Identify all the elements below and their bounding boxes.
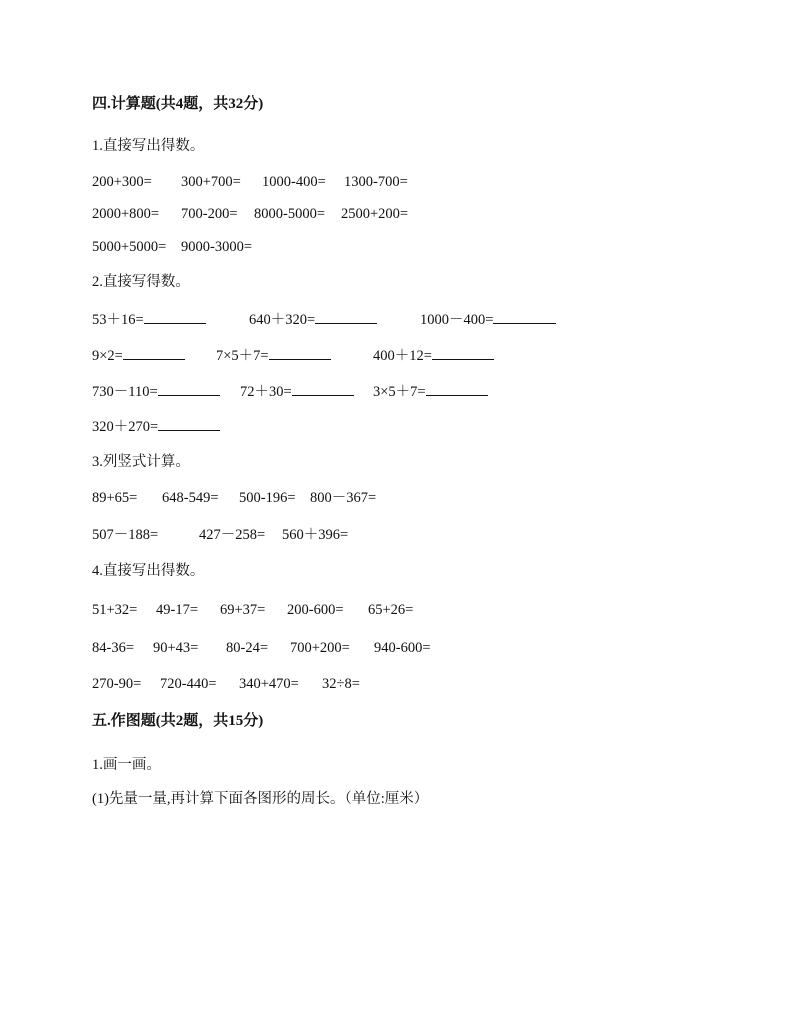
expression: 720-440=	[160, 676, 217, 692]
expression: 69+37=	[220, 602, 266, 618]
answer-blank[interactable]	[493, 308, 556, 324]
section-heading-calculation: 四.计算题(共4题，共32分)	[92, 96, 264, 112]
expression: 65+26=	[368, 602, 414, 618]
expression	[92, 380, 220, 403]
expression	[92, 344, 185, 367]
answer-blank[interactable]	[269, 344, 331, 360]
expression: 2000+800=	[92, 206, 160, 222]
q1-row-3	[92, 236, 692, 258]
expression	[249, 308, 377, 331]
answer-blank[interactable]	[158, 415, 220, 431]
q4-row-1	[92, 599, 692, 621]
q3-row-1	[92, 487, 692, 509]
expression: 1000-400=	[262, 174, 326, 190]
q1-row-2	[92, 203, 692, 225]
expression-text: 72＋30=	[240, 384, 292, 400]
expression-text: 1000－400=	[420, 312, 494, 328]
answer-blank[interactable]	[315, 308, 377, 324]
expression	[92, 308, 206, 331]
question-title-draw-1: 1.画一画。	[92, 757, 161, 773]
q2-row-3	[92, 380, 692, 402]
expression: 51+32=	[92, 602, 138, 618]
expression: 700-200=	[181, 206, 238, 222]
expression: 270-90=	[92, 676, 142, 692]
expression: 648-549=	[162, 490, 219, 506]
expression: 800－367=	[310, 490, 377, 506]
expression-text: 3×5＋7=	[373, 384, 426, 400]
q4-row-3	[92, 673, 692, 695]
expression	[216, 344, 331, 367]
expression: 2500+200=	[341, 206, 409, 222]
answer-blank[interactable]	[123, 344, 185, 360]
answer-blank[interactable]	[292, 380, 354, 396]
expression-text: 7×5＋7=	[216, 348, 269, 364]
expression: 9000-3000=	[181, 239, 253, 255]
question-title-3: 3.列竖式计算。	[92, 454, 190, 470]
question-title-1: 1.直接写出得数。	[92, 138, 205, 154]
expression	[373, 380, 488, 403]
expression: 200-600=	[287, 602, 344, 618]
answer-blank[interactable]	[426, 380, 488, 396]
q4-row-2	[92, 637, 692, 659]
expression: 1300-700=	[344, 174, 408, 190]
expression: 427－258=	[199, 527, 266, 543]
expression: 700+200=	[290, 640, 350, 656]
question-title-2: 2.直接写得数。	[92, 274, 190, 290]
answer-blank[interactable]	[432, 344, 494, 360]
expression-text: 53＋16=	[92, 312, 144, 328]
expression: 560＋396=	[282, 527, 349, 543]
expression: 49-17=	[156, 602, 199, 618]
expression: 80-24=	[226, 640, 269, 656]
section-heading-drawing: 五.作图题(共2题，共15分)	[92, 713, 264, 729]
q2-row-2	[92, 344, 692, 366]
expression	[373, 344, 494, 367]
expression: 90+43=	[153, 640, 199, 656]
expression: 200+300=	[92, 174, 152, 190]
expression: 32÷8=	[322, 676, 360, 692]
expression	[240, 380, 354, 403]
expression-text: 320＋270=	[92, 419, 159, 435]
question-title-4: 4.直接写出得数。	[92, 563, 205, 579]
expression: 84-36=	[92, 640, 135, 656]
expression-text: 9×2=	[92, 348, 123, 364]
q3-row-2	[92, 524, 692, 546]
expression: 507－188=	[92, 527, 159, 543]
expression-text: 730－110=	[92, 384, 158, 400]
q1-row-1	[92, 171, 692, 193]
answer-blank[interactable]	[144, 308, 206, 324]
sub-question-1: (1)先量一量,再计算下面各图形的周长。（单位:厘米）	[92, 791, 429, 807]
expression	[92, 415, 220, 438]
expression-text: 640＋320=	[249, 312, 316, 328]
expression: 340+470=	[239, 676, 299, 692]
expression	[420, 308, 556, 331]
expression-text: 400＋12=	[373, 348, 432, 364]
expression: 89+65=	[92, 490, 138, 506]
expression: 300+700=	[181, 174, 241, 190]
answer-blank[interactable]	[158, 380, 220, 396]
expression: 5000+5000=	[92, 239, 167, 255]
expression: 940-600=	[374, 640, 431, 656]
expression: 500-196=	[239, 490, 296, 506]
expression: 8000-5000=	[254, 206, 326, 222]
q2-row-4	[92, 415, 692, 437]
q2-row-1	[92, 308, 692, 330]
